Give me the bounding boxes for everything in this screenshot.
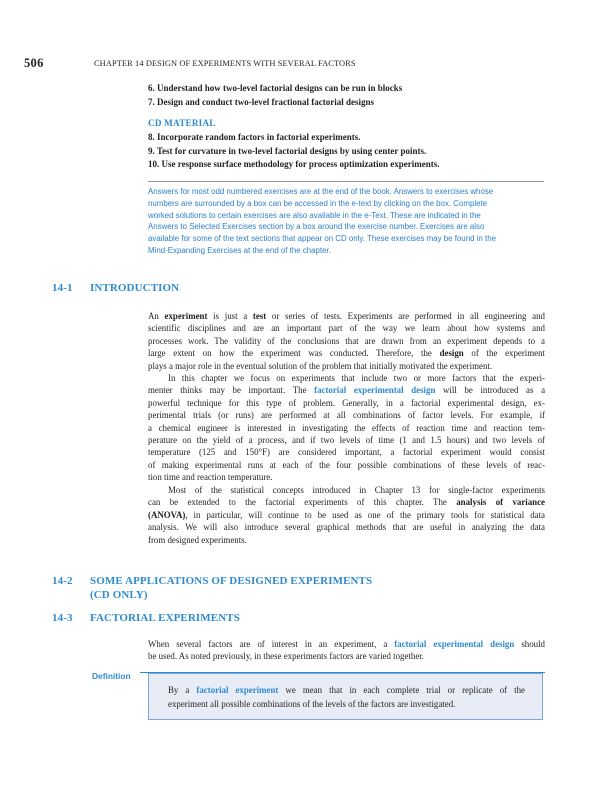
note-line: available for some of the text sections that appear on CD only. These exercises may be found in the: [148, 234, 496, 244]
note-line: Answers for most odd numbered exercises are at the end of the book. Answers to exercises whose: [148, 187, 494, 196]
chapter-title: CHAPTER 14 DESIGN OF EXPERIMENTS WITH SEVERAL FACTORS: [94, 59, 356, 68]
page-number: 506: [24, 56, 44, 70]
section-title: SOME APPLICATIONS OF DESIGNED EXPERIMENTS: [90, 575, 373, 587]
divider-rule: [148, 181, 544, 182]
section-heading-factorial: [52, 612, 240, 624]
running-header: [24, 56, 584, 70]
objectives-list: [148, 82, 548, 109]
answers-note: [148, 186, 545, 257]
objective-item: 7. Design and conduct two-level fractional factorial designs: [148, 96, 374, 107]
factorial-paragraph: When several factors are of interest in an experiment, a factorial experimental design should be used. As noted previously, in these experiments factors are varied together.: [148, 639, 545, 662]
definition-text: By a factorial experiment we mean that in each complete trial or replicate of the experiment all possible combinations of the levels of the factors are investigated.: [168, 685, 525, 709]
term-analysis-of-variance: analysis of variance: [456, 497, 545, 508]
term-anova: (ANOVA): [148, 509, 186, 520]
cd-material-list: [148, 131, 548, 172]
cd-item: 10. Use response surface methodology for process optimization experiments.: [148, 159, 440, 169]
intro-paragraph-2: In this chapter we focus on experiments that include two or more factors that the experi- menter thinks may be important. The factorial experimental design will be introduced as a powerful technique for this type of problem. Generally, in a factorial experimental design, ex- perimental trials (or runs) are performed at all combinations of factor levels. For example, if a chemical engineer is interested in investigating the effects of reaction time and reaction tem- perature on the yield of a process, and if two levels of time (1 and 1.5 hours) and two levels of temperature (125 and 150°F) are considered important, a factorial experiment would consist of making experimental runs at each of the four possible combinations of these levels of reac- tion time and reaction temperature.: [148, 373, 546, 483]
cd-item: 8. Incorporate random factors in factorial experiments.: [148, 132, 361, 142]
note-line: numbers are surrounded by a box can be accessed in the e-text by clicking on the box. Complete: [148, 198, 488, 208]
term-design: design: [439, 348, 464, 359]
note-line: worked solutions to certain exercises are also available in the e-Text. These are indicated in the: [148, 210, 481, 220]
term-factorial-experimental-design: factorial experimental design: [314, 385, 436, 396]
section-number: 14-1: [52, 282, 73, 294]
cd-item: 9. Test for curvature in two-level factorial designs by using center points.: [148, 145, 427, 156]
section-number: 14-2: [52, 575, 73, 587]
section-title: INTRODUCTION: [90, 282, 180, 294]
note-line: Mind-Expanding Exercises at the end of the chapter.: [148, 245, 331, 255]
term-experiment: experiment: [164, 311, 208, 321]
section-number: 14-3: [52, 612, 73, 624]
note-line: Answers to Selected Exercises section by a box around the exercise number. Exercises are also: [148, 222, 485, 232]
definition-label: Definition: [92, 671, 131, 681]
section-heading-applications: [52, 574, 372, 602]
section-title-cont: (CD ONLY): [90, 589, 148, 601]
term-factorial-experiment: factorial experiment: [196, 685, 279, 695]
cd-material-heading: CD MATERIAL: [148, 118, 216, 128]
term-factorial-experimental-design: factorial experimental design: [394, 639, 515, 649]
term-test: test: [252, 311, 267, 321]
intro-paragraph-1: An experiment is just a test or series of tests. Experiments are performed in all engineering and scientific disciplines and are an important part of the way we learn about how systems and processes work. The validity of the conclusions that are drawn from an experiment depends to a large extent on how the experiment was conducted. Therefore, the design of the experiment plays a major role in the eventual solution of the problem that initially motivated the experiment.: [148, 311, 545, 371]
intro-paragraph-3: Most of the statistical concepts introduced in Chapter 13 for single-factor experiments can be extended to the factorial experiments of this chapter. The analysis of variance (ANOVA), in particular, will continue to be used as one of the primary tools for statistical data analysis. We will also introduce several graphical methods that are useful in analyzing the data from designed experiments.: [148, 485, 545, 545]
section-title: FACTORIAL EXPERIMENTS: [90, 612, 240, 624]
objective-item: 6. Understand how two-level factorial designs can be run in blocks: [148, 83, 403, 93]
section-heading-introduction: [52, 282, 179, 294]
